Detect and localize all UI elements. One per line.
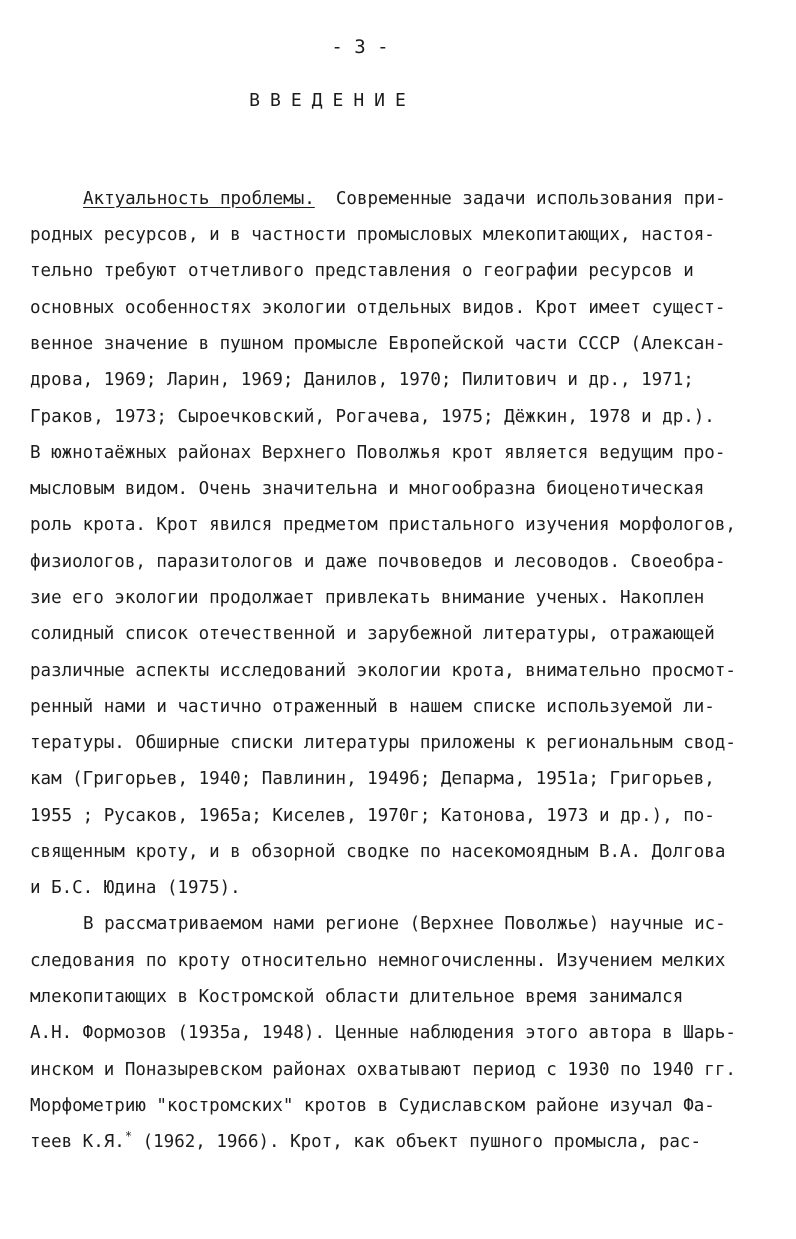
text-line: тельно требуют отчетливого представления о географии ресурсов и: [30, 261, 694, 281]
text-line: ренный нами и частично отраженный в нашем списке используемой ли-: [30, 697, 715, 717]
last-line-start: теев К.Я.: [30, 1132, 125, 1152]
paragraph-2-line-1: В рассматриваемом нами регионе (Верхнее Поволжье) научные ис-: [83, 914, 726, 934]
text-line: А.Н. Формозов (1935а, 1948). Ценные наблюдения этого автора в Шарь-: [30, 1023, 736, 1043]
text-line: дрова, 1969; Ларин, 1969; Данилов, 1970; Пилитович и др., 1971;: [30, 370, 694, 390]
text-line: 1955 ; Русаков, 1965а; Киселев, 1970г; Катонова, 1973 и др.), по-: [30, 806, 715, 826]
last-line-end: (1962, 1966). Крот, как объект пушного промысла, рас-: [132, 1132, 702, 1152]
text-line: кам (Григорьев, 1940; Павлинин, 1949б; Депарма, 1951а; Григорьев,: [30, 769, 715, 789]
text-line: млекопитающих в Костромской области длительное время занимался: [30, 987, 684, 1007]
text-line: родных ресурсов, и в частности промысловых млекопитающих, настоя-: [30, 225, 715, 245]
text-line: В южнотаёжных районах Верхнего Поволжья крот является ведущим про-: [30, 443, 726, 463]
text-line: инском и Поназыревском районах охватывают период с 1930 по 1940 гг.: [30, 1060, 736, 1080]
text-line: зие его экологии продолжает привлекать внимание ученых. Накоплен: [30, 588, 705, 608]
page-number: - 3 -: [331, 36, 389, 58]
page-heading: ВВЕДЕНИЕ: [249, 90, 416, 111]
paragraph-1-first-line-rest: Современные задачи использования при-: [335, 189, 726, 209]
text-line: тературы. Обширные списки литературы приложены к региональным свод-: [30, 733, 736, 753]
text-line: Граков, 1973; Сыроечковский, Рогачева, 1975; Дёжкин, 1978 и др.).: [30, 407, 715, 427]
text-line: различные аспекты исследований экологии крота, внимательно просмот-: [30, 661, 736, 681]
text-line: и Б.С. Юдина (1975).: [30, 878, 241, 898]
text-line: солидный список отечественной и зарубежной литературы, отражающей: [30, 624, 715, 644]
footnote-mark: *: [124, 1129, 133, 1144]
text-line: роль крота. Крот явился предметом пристального изучения морфологов,: [30, 515, 736, 535]
text-line: физиологов, паразитологов и даже почвоведов и лесоводов. Своеобра-: [30, 552, 726, 572]
text-line: следования по кроту относительно немногочисленны. Изучением мелких: [30, 951, 726, 971]
text-line: Морфометрию "костромских" кротов в Судиславском районе изучал Фа-: [30, 1096, 715, 1116]
paragraph-2-last-line: [30, 1130, 701, 1154]
text-line: священным кроту, и в обзорной сводке по насекомоядным В.А. Долгова: [30, 842, 726, 862]
text-line: венное значение в пушном промысле Европейской части СССР (Алексан-: [30, 334, 726, 354]
text-line: мысловым видом. Очень значительна и многообразна биоценотическая: [30, 479, 705, 499]
section-title: Актуальность проблемы.: [83, 189, 315, 209]
paragraph-1-line-1: [30, 187, 726, 211]
text-line: основных особенностях экологии отдельных видов. Крот имеет сущест-: [30, 298, 726, 318]
